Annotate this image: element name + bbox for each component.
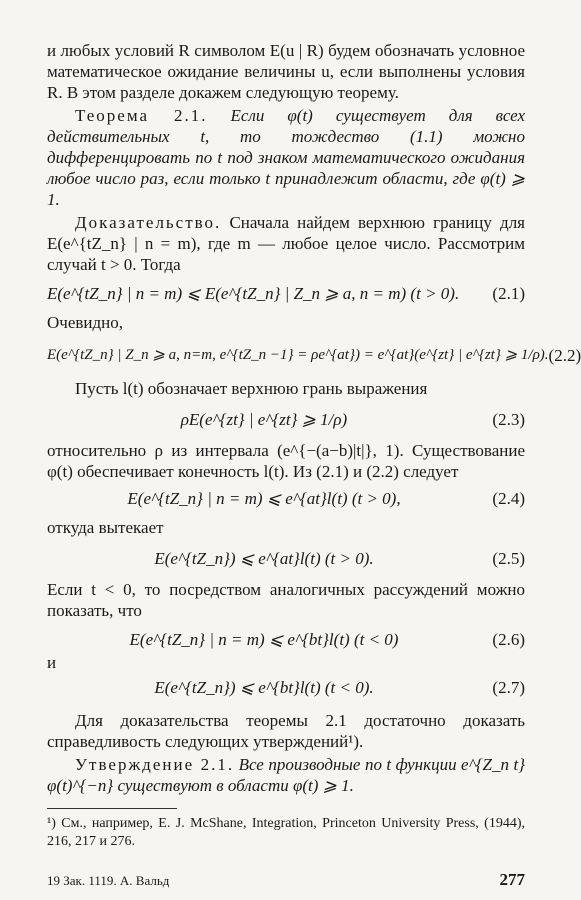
equation-2-7-number: (2.7)	[492, 678, 525, 697]
equation-2-5-expr: E(e^{tZ_n}) ⩽ e^{at}l(t) (t > 0).	[154, 549, 374, 568]
equation-2-4-expr: E(e^{tZ_n} | n = m) ⩽ e^{at}l(t) (t > 0),	[127, 489, 401, 508]
equation-2-4	[47, 488, 525, 509]
statement-text: Все производные по t функции e^{Z_n t} φ(t)^{−n} существуют в области φ(t) ⩾ 1.	[47, 755, 526, 795]
whence-text: откуда вытекает	[47, 518, 164, 537]
obviously-text: Очевидно,	[47, 313, 123, 332]
equation-2-1-number: (2.1)	[492, 284, 525, 303]
negative-t-paragraph: Если t < 0, то посредством аналогичных рассуждений можно показать, что	[47, 580, 525, 620]
equation-2-6-expr: E(e^{tZ_n} | n = m) ⩽ e^{bt}l(t) (t < 0)	[129, 630, 399, 649]
equation-2-3-number: (2.3)	[492, 410, 525, 429]
theorem-text: Если φ(t) существует для всех действительных t, то тождество (1.1) можно дифференцировать по t под знаком математического ожидания любое число раз, если только t принадлежит области, где φ(t) ⩾ 1.	[47, 106, 526, 209]
equation-2-6-number: (2.6)	[492, 630, 525, 649]
statement-label: Утверждение 2.1.	[75, 755, 235, 774]
printer-signature: 19 Зак. 1119. А. Вальд	[47, 873, 170, 888]
proof	[47, 212, 525, 275]
equation-2-7	[47, 677, 525, 698]
sufficiency-paragraph: Для доказательства теоремы 2.1 достаточно доказать справедливость следующих утверждений¹).	[47, 711, 525, 751]
equation-2-2-expr: E(e^{tZ_n} | Z_n ⩾ a, n=m, e^{tZ_n −1} = ρe^{at}) = e^{at}(e^{zt} | e^{zt} ⩾ 1/ρ).	[47, 347, 549, 363]
equation-2-1	[47, 283, 525, 304]
theorem-label: Теорема 2.1.	[75, 106, 208, 125]
equation-2-1-expr: E(e^{tZ_n} | n = m) ⩽ E(e^{tZ_n} | Z_n ⩾ a, n = m) (t > 0).	[47, 284, 460, 303]
equation-2-5-number: (2.5)	[492, 549, 525, 568]
theorem	[47, 105, 525, 210]
page	[47, 40, 581, 891]
equation-2-7-expr: E(e^{tZ_n}) ⩽ e^{bt}l(t) (t < 0).	[154, 678, 374, 697]
page-number: 277	[499, 870, 525, 889]
proof-text: Сначала найдем верхнюю границу для E(e^{tZ_n} | n = m), где m — любое целое число. Рассмотрим случай t > 0. Тогда	[47, 213, 525, 274]
interval-paragraph: относительно ρ из интервала (e^{−(a−b)|t|}, 1). Существование φ(t) обеспечивает конечность l(t). Из (2.1) и (2.2) следует	[47, 441, 525, 481]
and-text: и	[47, 653, 57, 672]
equation-2-4-number: (2.4)	[492, 489, 525, 508]
intro-paragraph: и любых условий R символом E(u | R) будем обозначать условное математическое ожидание величины u, если выполнены условия R. В этом разделе докажем следующую теорему.	[47, 41, 525, 102]
equation-2-3	[47, 409, 525, 430]
footnote-divider	[47, 808, 177, 809]
upper-bound-paragraph: Пусть l(t) обозначает верхнюю грань выражения	[75, 379, 428, 398]
footnote: ¹) См., например, E. J. McShane, Integration, Princeton University Press, (1944), 216, 217 и 276.	[47, 816, 525, 849]
equation-2-2	[47, 345, 581, 366]
equation-2-3-expr: ρE(e^{zt} | e^{zt} ⩾ 1/ρ)	[180, 410, 348, 429]
page-footer	[47, 869, 525, 891]
proof-label: Доказательство.	[75, 213, 222, 232]
equation-2-2-number: (2.2)	[548, 346, 581, 365]
statement	[47, 754, 525, 796]
equation-2-6	[47, 629, 525, 650]
equation-2-5	[47, 548, 525, 569]
